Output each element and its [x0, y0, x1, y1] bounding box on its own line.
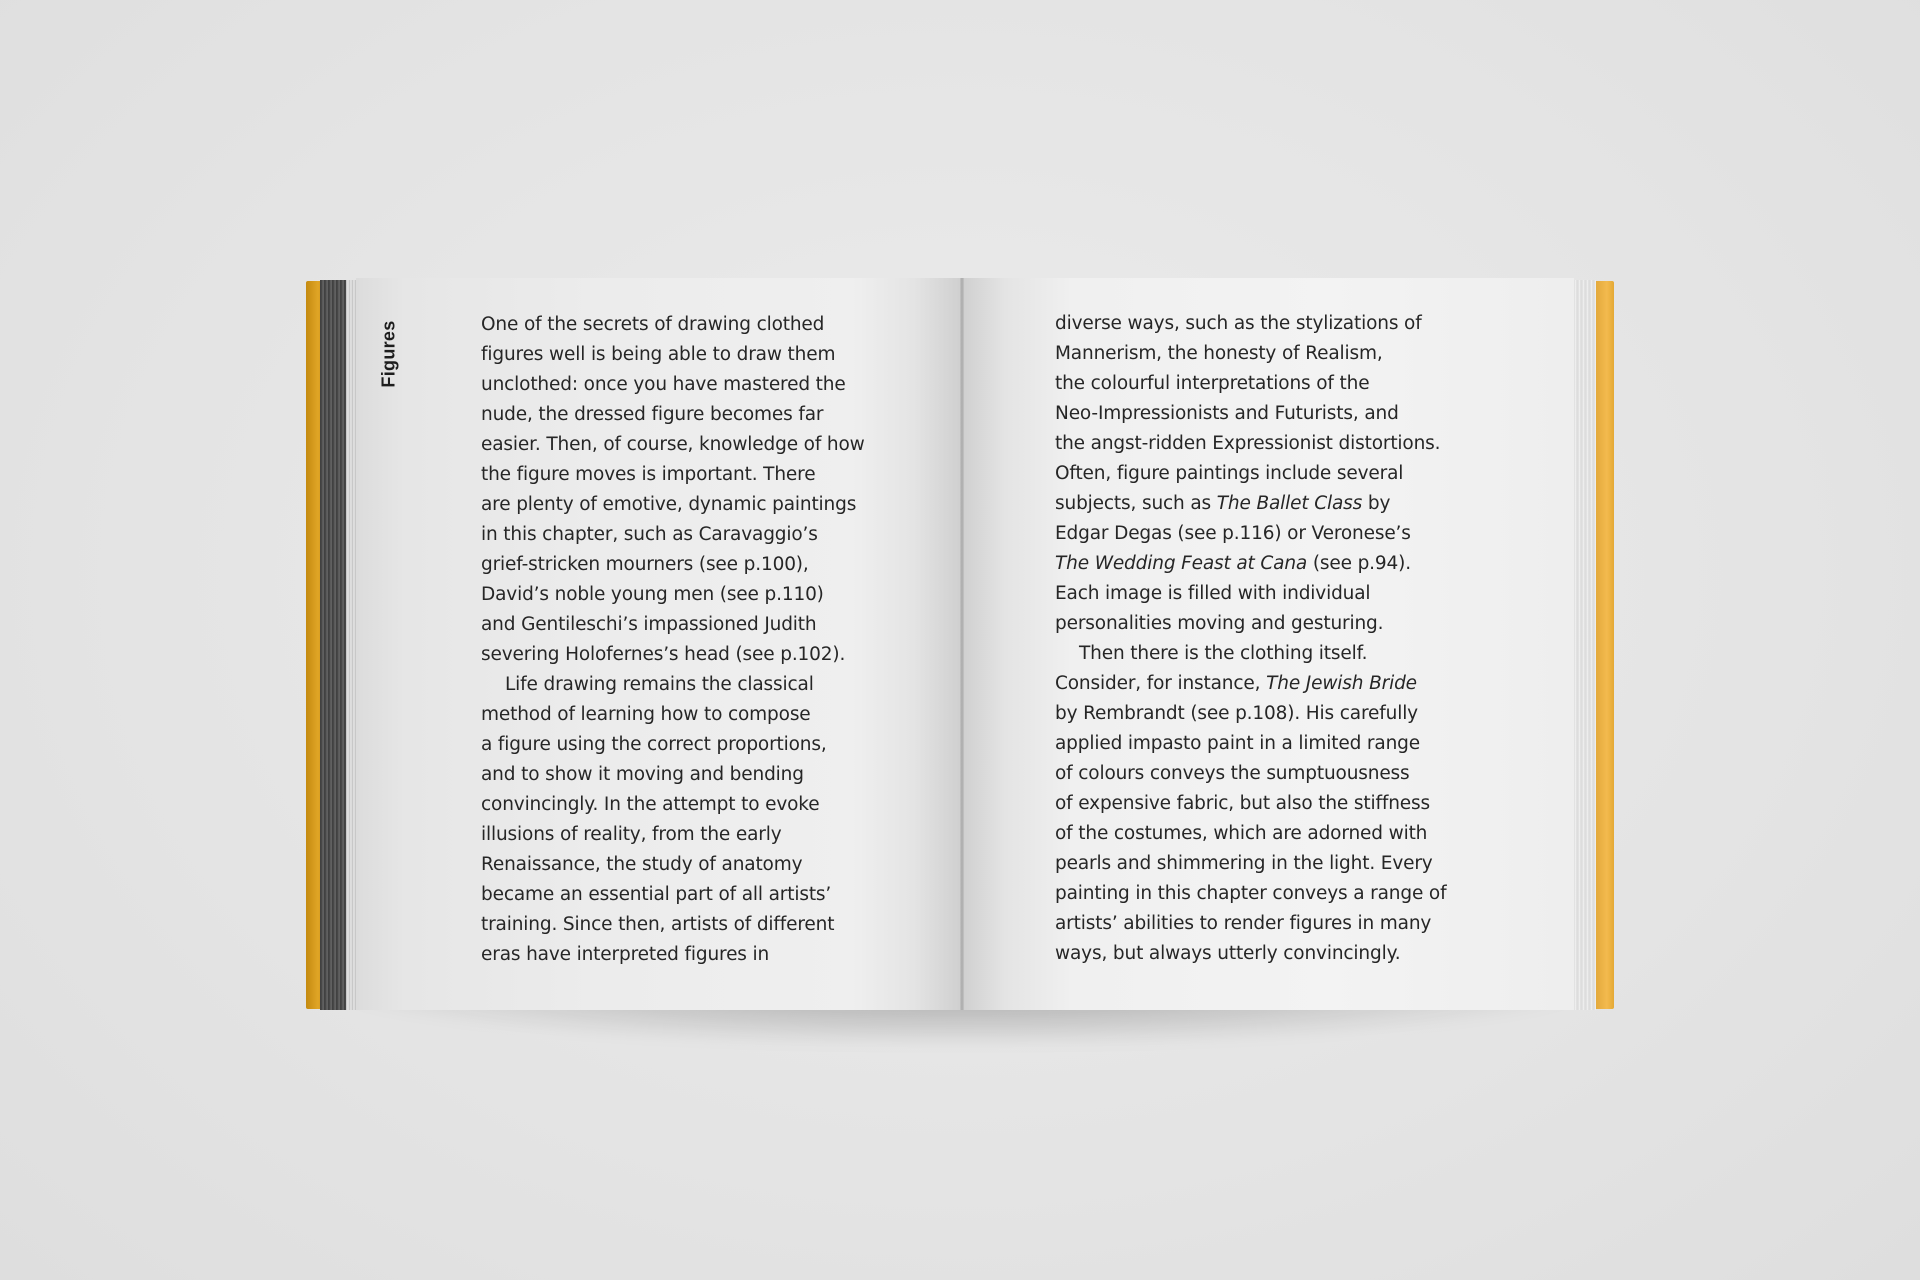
right-page-body-text [1055, 309, 1446, 969]
left-page-text-line: and Gentileschi’s impassioned Judith [481, 614, 817, 635]
left-page-body-text [481, 310, 865, 970]
running-head [376, 314, 402, 394]
left-page-text-line: became an essential part of all artists’ [481, 884, 832, 905]
text-segment: the angst-ridden Expressionist distortions. [1055, 433, 1441, 454]
text-segment: Often, figure paintings include several [1055, 463, 1404, 484]
text-segment: subjects, such as [1055, 493, 1217, 514]
page-edges-right [1574, 280, 1596, 1010]
running-head-label: Figures [378, 320, 399, 388]
left-page-text-line: a figure using the correct proportions, [481, 734, 827, 755]
right-page-text-line [1055, 699, 1446, 729]
right-page-text-line [1055, 849, 1446, 879]
text-segment: of the costumes, which are adorned with [1055, 823, 1428, 844]
text-segment: of expensive fabric, but also the stiffness [1055, 793, 1430, 814]
right-page-text-line [1055, 639, 1446, 669]
text-segment: Each image is filled with individual [1055, 583, 1371, 604]
left-page-text-line: severing Holofernes’s head (see p.102). [481, 644, 846, 665]
text-segment: of colours conveys the sumptuousness [1055, 763, 1410, 784]
right-page-text-line [1055, 579, 1446, 609]
text-segment: by Rembrandt (see p.108). His carefully [1055, 703, 1418, 724]
artwork-title: The Ballet Class [1216, 493, 1363, 514]
book-gutter [960, 278, 964, 1010]
right-page-text-line [1055, 489, 1446, 519]
text-segment: Then there is the clothing itself. [1079, 643, 1368, 664]
left-page-text-line: convincingly. In the attempt to evoke [481, 794, 820, 815]
text-segment: Consider, for instance, [1055, 673, 1267, 694]
left-page-text-line: unclothed: once you have mastered the [481, 374, 846, 395]
left-page-text-line: easier. Then, of course, knowledge of how [481, 434, 865, 455]
right-page-text-line [1055, 609, 1446, 639]
artwork-title: The Wedding Feast at Cana [1055, 553, 1308, 574]
text-segment: Edgar Degas (see p.116) or Veronese’s [1055, 523, 1411, 544]
text-segment: artists’ abilities to render figures in many [1055, 913, 1432, 934]
right-page-text-line [1055, 939, 1446, 969]
text-segment: (see p.94). [1307, 553, 1411, 574]
left-page-text-line: the figure moves is important. There [481, 464, 816, 485]
right-page-text-line [1055, 879, 1446, 909]
text-segment: applied impasto paint in a limited range [1055, 733, 1420, 754]
right-page-text-line [1055, 399, 1446, 429]
left-page-text-line: and to show it moving and bending [481, 764, 804, 785]
left-page-text-line: One of the secrets of drawing clothed [481, 314, 825, 335]
right-page-text-line [1055, 759, 1446, 789]
right-page-text-line [1055, 519, 1446, 549]
right-page-text-line [1055, 729, 1446, 759]
book-cover-right [1596, 281, 1614, 1009]
left-page-text-line: grief-stricken mourners (see p.100), [481, 554, 809, 575]
artwork-title: The Jewish Bride [1266, 673, 1417, 694]
right-page-text-line [1055, 339, 1446, 369]
right-page-text-line [1055, 369, 1446, 399]
left-page-text-line: training. Since then, artists of different [481, 914, 835, 935]
left-page-text-line: David’s noble young men (see p.110) [481, 584, 824, 605]
text-segment: pearls and shimmering in the light. Every [1055, 853, 1433, 874]
open-book [306, 278, 1614, 1010]
text-segment: ways, but always utterly convincingly. [1055, 943, 1401, 964]
left-page-text-line: figures well is being able to draw them [481, 344, 836, 365]
text-segment: the colourful interpretations of the [1055, 373, 1370, 394]
left-page-text-line: Life drawing remains the classical [505, 674, 814, 695]
left-page-text-line: nude, the dressed figure becomes far [481, 404, 824, 425]
right-page-text-line [1055, 819, 1446, 849]
left-page-text-line: Renaissance, the study of anatomy [481, 854, 803, 875]
left-page-text-line: in this chapter, such as Caravaggio’s [481, 524, 818, 545]
text-segment: personalities moving and gesturing. [1055, 613, 1384, 634]
right-page-text-line [1055, 909, 1446, 939]
text-segment: diverse ways, such as the stylizations of [1055, 313, 1422, 334]
left-page-text-line: are plenty of emotive, dynamic paintings [481, 494, 857, 515]
left-page-text-line: eras have interpreted figures in [481, 944, 770, 965]
text-segment: Mannerism, the honesty of Realism, [1055, 343, 1383, 364]
text-segment: Neo-Impressionists and Futurists, and [1055, 403, 1399, 424]
right-page-text-line [1055, 789, 1446, 819]
right-page-text-line [1055, 309, 1446, 339]
right-page-text-line [1055, 669, 1446, 699]
right-page-text-line [1055, 459, 1446, 489]
left-page-text-line: method of learning how to compose [481, 704, 811, 725]
text-segment: painting in this chapter conveys a range of [1055, 883, 1447, 904]
left-page-text-line: illusions of reality, from the early [481, 824, 782, 845]
text-segment: by [1362, 493, 1391, 514]
right-page-text-line [1055, 429, 1446, 459]
right-page-text-line [1055, 549, 1446, 579]
